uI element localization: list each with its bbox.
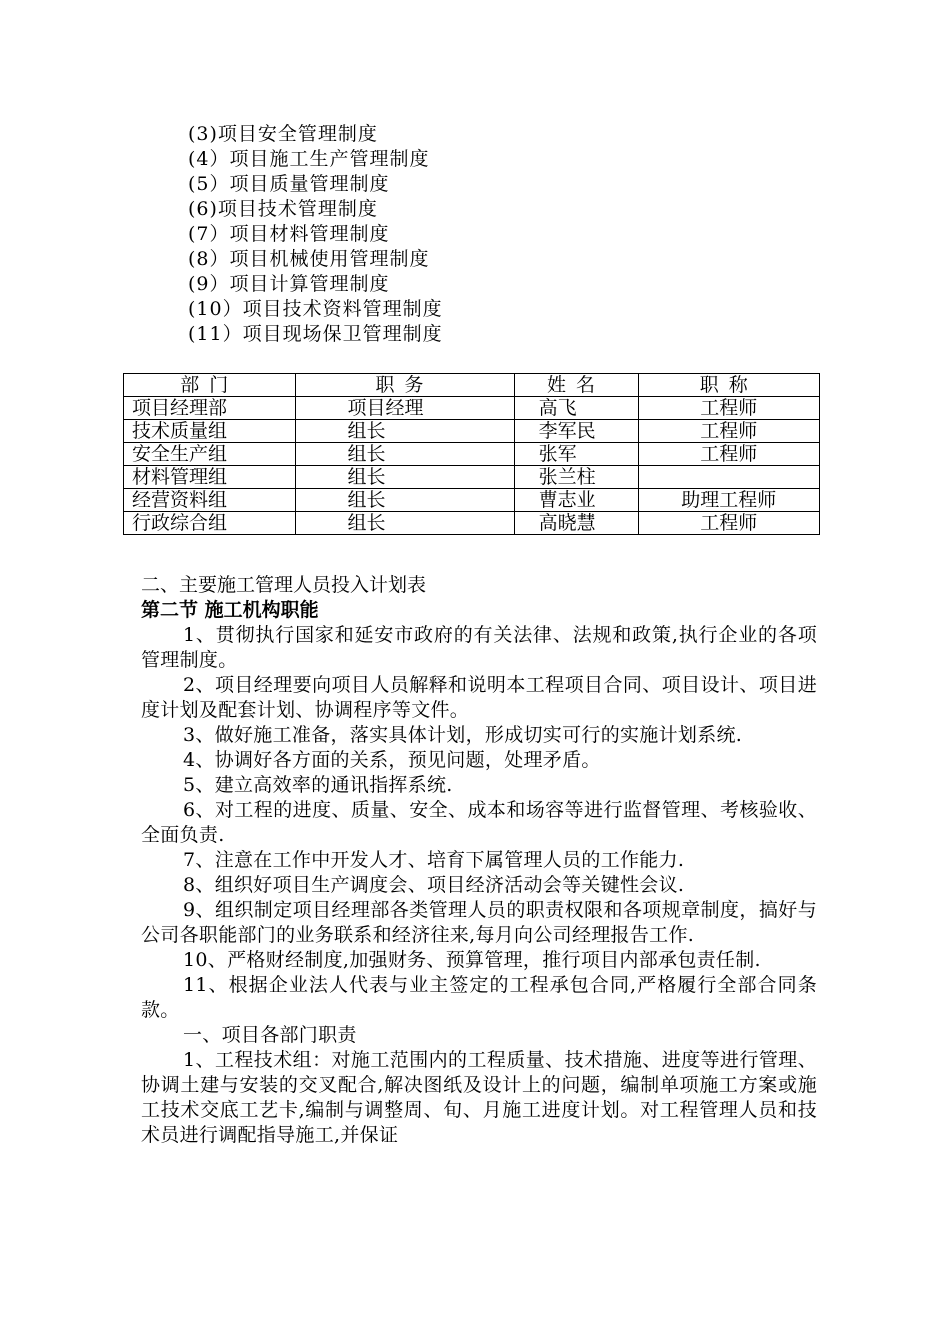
table-row — [124, 397, 820, 420]
cell-dept: 材料管理组 — [124, 466, 296, 489]
paragraph: 2、项目经理要向项目人员解释和说明本工程项目合同、项目设计、项目进度计划及配套计划、协调程序等文件。 — [141, 674, 817, 721]
section-title: 第二节 施工机构职能 — [141, 599, 319, 621]
cell-name: 曹志业 — [514, 489, 638, 512]
table-header-row — [124, 374, 820, 397]
regulation-list — [188, 122, 443, 347]
cell-position: 组长 — [295, 512, 514, 535]
cell-dept: 技术质量组 — [124, 420, 296, 443]
cell-title: 工程师 — [638, 420, 820, 443]
table-row — [124, 466, 820, 489]
cell-position: 项目经理 — [295, 397, 514, 420]
list-item: (4）项目施工生产管理制度 — [188, 148, 430, 170]
cell-dept: 安全生产组 — [124, 443, 296, 466]
paragraph: 3、做好施工准备，落实具体计划，形成切实可行的实施计划系统. — [183, 724, 743, 746]
subsection-heading: 一、项目各部门职责 — [183, 1024, 357, 1046]
table-row — [124, 443, 820, 466]
cell-title: 工程师 — [638, 512, 820, 535]
paragraph: 7、注意在工作中开发人才、培育下属管理人员的工作能力. — [183, 849, 685, 871]
header-position: 职务 — [295, 374, 514, 397]
paragraph: 9、组织制定项目经理部各类管理人员的职责权限和各项规章制度，搞好与公司各职能部门的业务联系和经济往来,每月向公司经理报告工作. — [141, 899, 817, 946]
body-text — [141, 573, 817, 1148]
cell-position: 组长 — [295, 466, 514, 489]
list-item: (7）项目材料管理制度 — [188, 223, 390, 245]
table-row — [124, 512, 820, 535]
cell-position: 组长 — [295, 420, 514, 443]
cell-dept: 行政综合组 — [124, 512, 296, 535]
header-title: 职称 — [638, 374, 820, 397]
paragraph: 1、工程技术组：对施工范围内的工程质量、技术措施、进度等进行管理、协调土建与安装的交叉配合,解决图纸及设计上的问题，编制单项施工方案或施工技术交底工艺卡,编制与调整周、旬、月施工进度计划。对工程管理人员和技术员进行调配指导施工,并保证 — [141, 1049, 817, 1146]
plan-heading: 二、主要施工管理人员投入计划表 — [141, 574, 427, 596]
table-row — [124, 489, 820, 512]
list-item: (10）项目技术资料管理制度 — [188, 298, 443, 320]
cell-position: 组长 — [295, 443, 514, 466]
cell-title: 工程师 — [638, 443, 820, 466]
cell-title — [638, 466, 820, 489]
list-item: (9）项目计算管理制度 — [188, 273, 390, 295]
table-row — [124, 420, 820, 443]
paragraph: 10、严格财经制度,加强财务、预算管理，推行项目内部承包责任制. — [183, 949, 761, 971]
list-item: (8）项目机械使用管理制度 — [188, 248, 430, 270]
cell-name: 张军 — [514, 443, 638, 466]
list-item: (3)项目安全管理制度 — [188, 123, 378, 145]
cell-position: 组长 — [295, 489, 514, 512]
cell-name: 张兰柱 — [514, 466, 638, 489]
header-name: 姓名 — [514, 374, 638, 397]
cell-name: 高飞 — [514, 397, 638, 420]
cell-title: 工程师 — [638, 397, 820, 420]
paragraph: 4、协调好各方面的关系，预见问题，处理矛盾。 — [183, 749, 601, 771]
list-item: (11）项目现场保卫管理制度 — [188, 323, 443, 345]
list-item: (6)项目技术管理制度 — [188, 198, 378, 220]
paragraph: 8、组织好项目生产调度会、项目经济活动会等关键性会议. — [183, 874, 685, 896]
header-dept: 部门 — [124, 374, 296, 397]
staff-table — [123, 373, 820, 535]
paragraph: 1、贯彻执行国家和延安市政府的有关法律、法规和政策,执行企业的各项管理制度。 — [141, 624, 817, 671]
paragraph: 11、根据企业法人代表与业主签定的工程承包合同,严格履行全部合同条款。 — [141, 974, 817, 1021]
cell-name: 李军民 — [514, 420, 638, 443]
paragraph: 5、建立高效率的通讯指挥系统. — [183, 774, 453, 796]
list-item: (5）项目质量管理制度 — [188, 173, 390, 195]
paragraph: 6、对工程的进度、质量、安全、成本和场容等进行监督管理、考核验收、全面负责. — [141, 799, 817, 846]
cell-dept: 经营资料组 — [124, 489, 296, 512]
cell-title: 助理工程师 — [638, 489, 820, 512]
cell-dept: 项目经理部 — [124, 397, 296, 420]
cell-name: 高晓慧 — [514, 512, 638, 535]
